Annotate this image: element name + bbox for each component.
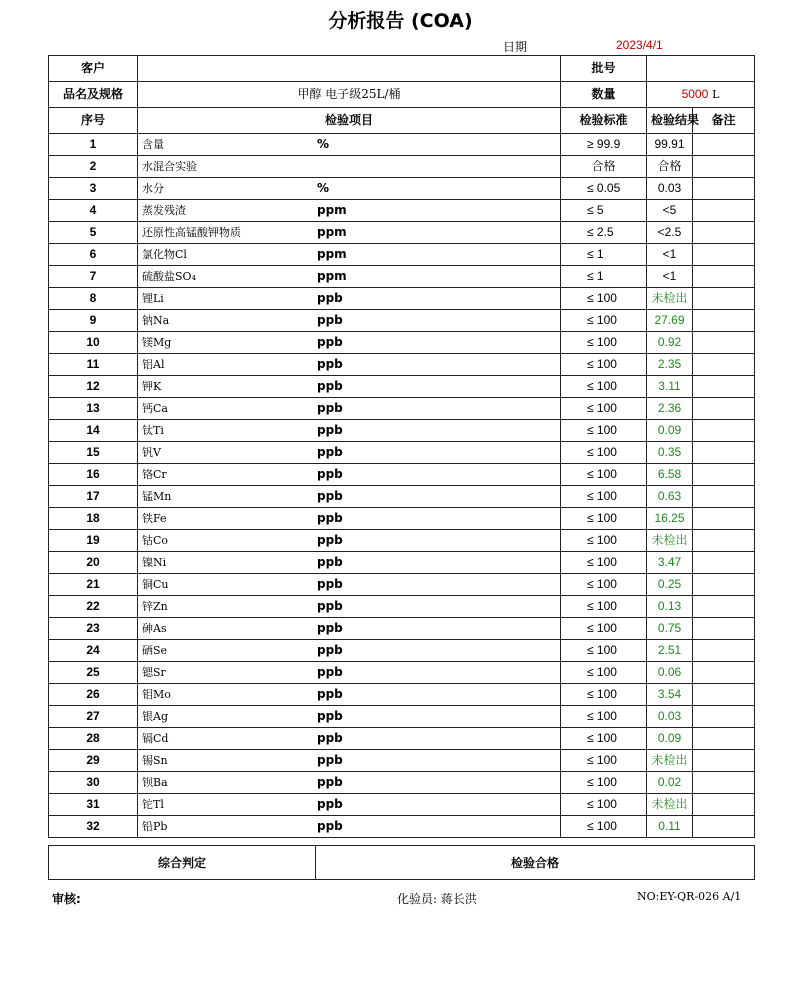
table-row bbox=[49, 354, 755, 376]
row-remark bbox=[693, 596, 755, 618]
table-row bbox=[49, 772, 755, 794]
row-standard: ≤ 2.5 bbox=[561, 222, 647, 244]
row-item bbox=[138, 794, 561, 816]
item-name: 蒸发残渣 bbox=[142, 204, 186, 217]
row-item bbox=[138, 442, 561, 464]
row-standard: ≤ 100 bbox=[561, 728, 647, 750]
row-standard: ≤ 100 bbox=[561, 816, 647, 838]
row-number: 14 bbox=[49, 420, 138, 442]
customer-value bbox=[138, 56, 561, 82]
row-standard: ≤ 100 bbox=[561, 618, 647, 640]
item-unit: ppb bbox=[317, 555, 343, 569]
row-item bbox=[138, 662, 561, 684]
item-name: 镁Mg bbox=[142, 336, 172, 349]
item-unit: ppb bbox=[317, 335, 343, 349]
row-standard: ≤ 100 bbox=[561, 552, 647, 574]
table-row bbox=[49, 552, 755, 574]
table-row bbox=[49, 640, 755, 662]
row-number: 21 bbox=[49, 574, 138, 596]
row-result: <1 bbox=[647, 266, 693, 288]
row-number: 15 bbox=[49, 442, 138, 464]
row-standard: ≤ 100 bbox=[561, 464, 647, 486]
item-unit: % bbox=[317, 137, 330, 151]
table-row bbox=[49, 530, 755, 552]
product-value: 甲醇 电子级25L/桶 bbox=[138, 82, 561, 108]
row-result: 2.36 bbox=[647, 398, 693, 420]
row-result: 3.47 bbox=[647, 552, 693, 574]
table-row bbox=[49, 288, 755, 310]
row-result: 0.63 bbox=[647, 486, 693, 508]
row-item bbox=[138, 750, 561, 772]
quantity-value: 5000 bbox=[681, 87, 709, 101]
row-item bbox=[138, 728, 561, 750]
row-item bbox=[138, 596, 561, 618]
row-number: 32 bbox=[49, 816, 138, 838]
table-row bbox=[49, 596, 755, 618]
row-result: 0.06 bbox=[647, 662, 693, 684]
row-item bbox=[138, 552, 561, 574]
row-item bbox=[138, 420, 561, 442]
column-no: 序号 bbox=[49, 108, 138, 134]
item-name: 钙Ca bbox=[142, 402, 168, 415]
item-unit: % bbox=[317, 181, 330, 195]
row-result: 0.02 bbox=[647, 772, 693, 794]
row-remark bbox=[693, 398, 755, 420]
table-row bbox=[49, 156, 755, 178]
item-unit: ppb bbox=[317, 797, 343, 811]
row-result: 合格 bbox=[647, 156, 693, 178]
item-name: 铁Fe bbox=[142, 512, 167, 525]
row-number: 31 bbox=[49, 794, 138, 816]
item-name: 还原性高锰酸钾物质 bbox=[142, 226, 241, 239]
item-name: 铅Pb bbox=[142, 820, 168, 833]
row-item bbox=[138, 200, 561, 222]
item-name: 镍Ni bbox=[142, 556, 167, 569]
row-result: 3.54 bbox=[647, 684, 693, 706]
row-result: 0.09 bbox=[647, 420, 693, 442]
row-item bbox=[138, 618, 561, 640]
row-number: 25 bbox=[49, 662, 138, 684]
item-unit: ppb bbox=[317, 445, 343, 459]
row-standard: ≤ 100 bbox=[561, 530, 647, 552]
item-unit: ppb bbox=[317, 489, 343, 503]
row-remark bbox=[693, 640, 755, 662]
item-unit: ppb bbox=[317, 313, 343, 327]
row-number: 29 bbox=[49, 750, 138, 772]
row-standard: ≤ 100 bbox=[561, 354, 647, 376]
header-row-product bbox=[49, 82, 755, 108]
item-name: 钒V bbox=[142, 446, 161, 459]
document-title: 分析报告 (COA) bbox=[328, 10, 473, 32]
row-item bbox=[138, 508, 561, 530]
table-row bbox=[49, 794, 755, 816]
column-header-row bbox=[49, 108, 755, 134]
row-item bbox=[138, 156, 561, 178]
row-remark bbox=[693, 684, 755, 706]
row-result: 2.35 bbox=[647, 354, 693, 376]
row-standard: ≥ 99.9 bbox=[561, 134, 647, 156]
row-result: 未检出 bbox=[647, 288, 693, 310]
row-remark bbox=[693, 376, 755, 398]
inspector-name: 化验员: 蒋长洪 bbox=[397, 892, 477, 906]
item-unit: ppm bbox=[317, 225, 347, 239]
table-row bbox=[49, 134, 755, 156]
row-number: 8 bbox=[49, 288, 138, 310]
item-name: 铝Al bbox=[142, 358, 165, 371]
row-remark bbox=[693, 486, 755, 508]
item-name: 钡Ba bbox=[142, 776, 168, 789]
row-standard: ≤ 100 bbox=[561, 420, 647, 442]
column-standard: 检验标准 bbox=[561, 108, 647, 134]
row-result: 99.91 bbox=[647, 134, 693, 156]
row-item bbox=[138, 354, 561, 376]
row-item bbox=[138, 244, 561, 266]
item-unit: ppb bbox=[317, 621, 343, 635]
batch-label: 批号 bbox=[561, 56, 647, 82]
row-number: 6 bbox=[49, 244, 138, 266]
quantity-unit: L bbox=[712, 88, 720, 101]
item-unit: ppb bbox=[317, 401, 343, 415]
row-standard: ≤ 0.05 bbox=[561, 178, 647, 200]
table-row bbox=[49, 508, 755, 530]
table-row bbox=[49, 750, 755, 772]
item-name: 铬Cr bbox=[142, 468, 167, 481]
item-unit: ppb bbox=[317, 665, 343, 679]
table-row bbox=[49, 662, 755, 684]
item-name: 钾K bbox=[142, 380, 162, 393]
table-row bbox=[49, 486, 755, 508]
row-number: 23 bbox=[49, 618, 138, 640]
row-item bbox=[138, 574, 561, 596]
item-name: 水混合实验 bbox=[142, 160, 197, 173]
item-unit: ppb bbox=[317, 357, 343, 371]
row-item bbox=[138, 266, 561, 288]
row-item bbox=[138, 376, 561, 398]
row-remark bbox=[693, 134, 755, 156]
row-number: 13 bbox=[49, 398, 138, 420]
row-number: 10 bbox=[49, 332, 138, 354]
item-name: 硫酸盐SO₄ bbox=[142, 270, 196, 283]
table-row bbox=[49, 310, 755, 332]
row-result: 未检出 bbox=[647, 530, 693, 552]
row-item bbox=[138, 222, 561, 244]
row-standard: ≤ 100 bbox=[561, 376, 647, 398]
item-unit: ppb bbox=[317, 819, 343, 833]
row-number: 16 bbox=[49, 464, 138, 486]
item-name: 水分 bbox=[142, 182, 164, 195]
column-remark: 备注 bbox=[693, 108, 755, 134]
row-result: 0.92 bbox=[647, 332, 693, 354]
table-row bbox=[49, 398, 755, 420]
item-unit: ppb bbox=[317, 731, 343, 745]
table-row bbox=[49, 442, 755, 464]
row-result: 0.13 bbox=[647, 596, 693, 618]
row-number: 24 bbox=[49, 640, 138, 662]
row-remark bbox=[693, 464, 755, 486]
row-standard: ≤ 100 bbox=[561, 486, 647, 508]
table-row bbox=[49, 332, 755, 354]
quantity-cell bbox=[647, 82, 755, 108]
row-item bbox=[138, 486, 561, 508]
row-item bbox=[138, 772, 561, 794]
batch-value bbox=[647, 56, 755, 82]
table-row bbox=[49, 376, 755, 398]
row-remark bbox=[693, 552, 755, 574]
row-standard: ≤ 5 bbox=[561, 200, 647, 222]
coa-table bbox=[48, 55, 755, 838]
row-result: <1 bbox=[647, 244, 693, 266]
row-standard: 合格 bbox=[561, 156, 647, 178]
date-label: 日期 bbox=[503, 40, 528, 54]
row-item bbox=[138, 640, 561, 662]
row-standard: ≤ 100 bbox=[561, 750, 647, 772]
row-item bbox=[138, 530, 561, 552]
row-number: 26 bbox=[49, 684, 138, 706]
row-result: 0.03 bbox=[647, 706, 693, 728]
row-remark bbox=[693, 662, 755, 684]
row-remark bbox=[693, 332, 755, 354]
row-remark bbox=[693, 178, 755, 200]
table-row bbox=[49, 574, 755, 596]
row-remark bbox=[693, 794, 755, 816]
item-name: 钼Mo bbox=[142, 688, 171, 701]
quantity-label: 数量 bbox=[561, 82, 647, 108]
item-name: 锡Sn bbox=[142, 754, 168, 767]
row-remark bbox=[693, 244, 755, 266]
row-standard: ≤ 100 bbox=[561, 596, 647, 618]
row-number: 28 bbox=[49, 728, 138, 750]
row-number: 30 bbox=[49, 772, 138, 794]
row-result: 0.35 bbox=[647, 442, 693, 464]
item-name: 钴Co bbox=[142, 534, 169, 547]
row-item bbox=[138, 288, 561, 310]
item-unit: ppb bbox=[317, 753, 343, 767]
row-number: 11 bbox=[49, 354, 138, 376]
item-unit: ppb bbox=[317, 291, 343, 305]
row-remark bbox=[693, 288, 755, 310]
item-unit: ppb bbox=[317, 775, 343, 789]
table-row bbox=[49, 266, 755, 288]
row-remark bbox=[693, 156, 755, 178]
summary-table bbox=[48, 845, 755, 880]
item-name: 硒Se bbox=[142, 644, 168, 657]
table-row bbox=[49, 464, 755, 486]
row-standard: ≤ 100 bbox=[561, 332, 647, 354]
row-remark bbox=[693, 816, 755, 838]
item-name: 钠Na bbox=[142, 314, 170, 327]
row-remark bbox=[693, 706, 755, 728]
row-item bbox=[138, 706, 561, 728]
row-result: 0.03 bbox=[647, 178, 693, 200]
item-name: 钛Ti bbox=[142, 424, 164, 437]
row-result: 16.25 bbox=[647, 508, 693, 530]
row-standard: ≤ 100 bbox=[561, 508, 647, 530]
row-remark bbox=[693, 728, 755, 750]
row-remark bbox=[693, 420, 755, 442]
row-number: 1 bbox=[49, 134, 138, 156]
item-unit: ppm bbox=[317, 269, 347, 283]
row-number: 3 bbox=[49, 178, 138, 200]
table-row bbox=[49, 728, 755, 750]
item-unit: ppb bbox=[317, 687, 343, 701]
item-unit: ppm bbox=[317, 247, 347, 261]
row-standard: ≤ 100 bbox=[561, 442, 647, 464]
item-name: 铜Cu bbox=[142, 578, 169, 591]
header-row-customer bbox=[49, 56, 755, 82]
column-result: 检验结果 bbox=[647, 108, 693, 134]
row-standard: ≤ 100 bbox=[561, 640, 647, 662]
table-row bbox=[49, 618, 755, 640]
row-remark bbox=[693, 200, 755, 222]
item-unit: ppb bbox=[317, 643, 343, 657]
item-name: 锰Mn bbox=[142, 490, 172, 503]
summary-row bbox=[49, 846, 755, 880]
row-item bbox=[138, 464, 561, 486]
row-standard: ≤ 100 bbox=[561, 794, 647, 816]
table-row bbox=[49, 222, 755, 244]
item-unit: ppb bbox=[317, 599, 343, 613]
item-name: 铊Tl bbox=[142, 798, 164, 811]
row-standard: ≤ 100 bbox=[561, 662, 647, 684]
row-standard: ≤ 100 bbox=[561, 684, 647, 706]
item-name: 锌Zn bbox=[142, 600, 168, 613]
row-standard: ≤ 100 bbox=[561, 288, 647, 310]
row-item bbox=[138, 332, 561, 354]
summary-value: 检验合格 bbox=[316, 846, 755, 880]
row-number: 22 bbox=[49, 596, 138, 618]
item-unit: ppm bbox=[317, 203, 347, 217]
item-name: 银Ag bbox=[142, 710, 168, 723]
table-row bbox=[49, 420, 755, 442]
row-result: 未检出 bbox=[647, 750, 693, 772]
item-unit: ppb bbox=[317, 709, 343, 723]
customer-label: 客户 bbox=[49, 56, 138, 82]
table-row bbox=[49, 684, 755, 706]
row-remark bbox=[693, 442, 755, 464]
item-name: 锶Sr bbox=[142, 666, 166, 679]
row-remark bbox=[693, 772, 755, 794]
row-number: 2 bbox=[49, 156, 138, 178]
row-item bbox=[138, 310, 561, 332]
row-number: 18 bbox=[49, 508, 138, 530]
row-remark bbox=[693, 310, 755, 332]
row-remark bbox=[693, 266, 755, 288]
item-unit: ppb bbox=[317, 511, 343, 525]
row-remark bbox=[693, 222, 755, 244]
row-result: 0.09 bbox=[647, 728, 693, 750]
row-item bbox=[138, 684, 561, 706]
row-result: 6.58 bbox=[647, 464, 693, 486]
row-number: 9 bbox=[49, 310, 138, 332]
row-number: 12 bbox=[49, 376, 138, 398]
reviewer-label: 审核: bbox=[52, 892, 81, 906]
item-unit: ppb bbox=[317, 423, 343, 437]
item-name: 氯化物Cl bbox=[142, 248, 187, 261]
row-number: 19 bbox=[49, 530, 138, 552]
row-result: 未检出 bbox=[647, 794, 693, 816]
row-result: <2.5 bbox=[647, 222, 693, 244]
row-item bbox=[138, 816, 561, 838]
row-remark bbox=[693, 508, 755, 530]
table-row bbox=[49, 200, 755, 222]
row-number: 7 bbox=[49, 266, 138, 288]
row-result: 2.51 bbox=[647, 640, 693, 662]
row-result: 0.11 bbox=[647, 816, 693, 838]
item-name: 镉Cd bbox=[142, 732, 169, 745]
row-remark bbox=[693, 530, 755, 552]
row-result: 3.11 bbox=[647, 376, 693, 398]
item-name: 砷As bbox=[142, 622, 167, 635]
table-row bbox=[49, 178, 755, 200]
date-value: 2023/4/1 bbox=[616, 38, 663, 52]
row-item bbox=[138, 134, 561, 156]
summary-label: 综合判定 bbox=[49, 846, 316, 880]
row-number: 17 bbox=[49, 486, 138, 508]
item-unit: ppb bbox=[317, 467, 343, 481]
row-standard: ≤ 1 bbox=[561, 266, 647, 288]
table-row bbox=[49, 244, 755, 266]
row-standard: ≤ 100 bbox=[561, 574, 647, 596]
row-item bbox=[138, 178, 561, 200]
row-standard: ≤ 1 bbox=[561, 244, 647, 266]
row-number: 20 bbox=[49, 552, 138, 574]
item-name: 锂Li bbox=[142, 292, 164, 305]
item-unit: ppb bbox=[317, 533, 343, 547]
table-row bbox=[49, 816, 755, 838]
row-remark bbox=[693, 574, 755, 596]
row-result: 27.69 bbox=[647, 310, 693, 332]
row-remark bbox=[693, 750, 755, 772]
row-remark bbox=[693, 354, 755, 376]
row-standard: ≤ 100 bbox=[561, 310, 647, 332]
row-standard: ≤ 100 bbox=[561, 706, 647, 728]
row-number: 4 bbox=[49, 200, 138, 222]
item-unit: ppb bbox=[317, 577, 343, 591]
table-row bbox=[49, 706, 755, 728]
row-standard: ≤ 100 bbox=[561, 772, 647, 794]
row-number: 27 bbox=[49, 706, 138, 728]
row-item bbox=[138, 398, 561, 420]
row-result: 0.25 bbox=[647, 574, 693, 596]
row-remark bbox=[693, 618, 755, 640]
document-number: NO:EY-QR-026 A/1 bbox=[637, 890, 742, 903]
item-name: 含量 bbox=[142, 138, 164, 151]
column-item: 检验项目 bbox=[138, 108, 561, 134]
row-standard: ≤ 100 bbox=[561, 398, 647, 420]
row-number: 5 bbox=[49, 222, 138, 244]
row-result: 0.75 bbox=[647, 618, 693, 640]
product-label: 品名及规格 bbox=[49, 82, 138, 108]
row-result: <5 bbox=[647, 200, 693, 222]
item-unit: ppb bbox=[317, 379, 343, 393]
